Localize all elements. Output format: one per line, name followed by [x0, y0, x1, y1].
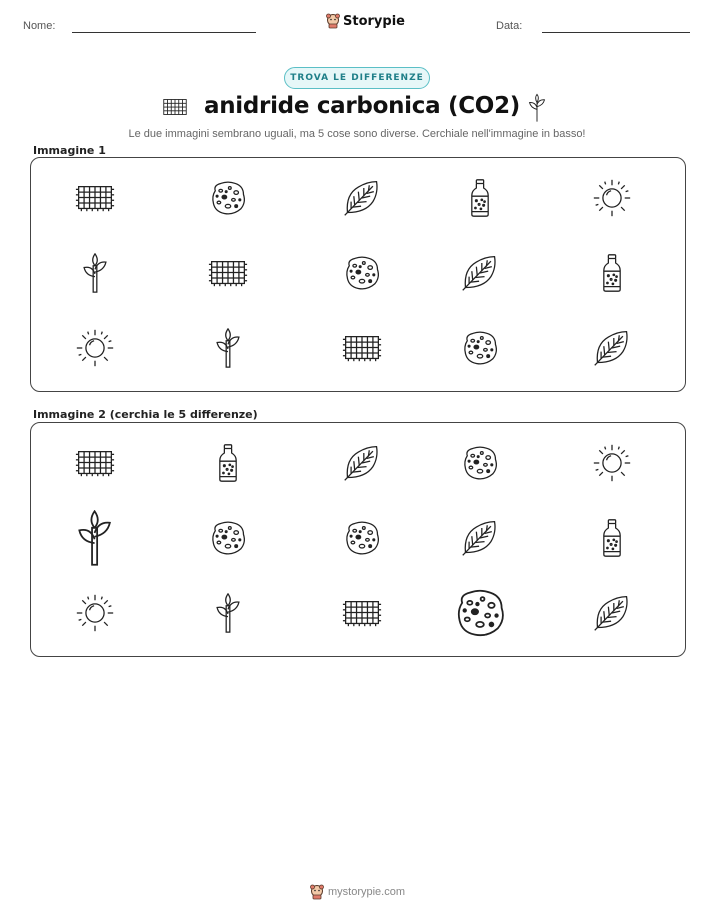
- grid-icon[interactable]: [332, 318, 392, 378]
- storypie-mascot-icon: [310, 884, 324, 900]
- date-line[interactable]: [542, 32, 690, 33]
- rock-icon[interactable]: [332, 243, 392, 303]
- sprout-icon[interactable]: [198, 583, 258, 643]
- image2-label: Immagine 2 (cerchia le 5 differenze): [33, 408, 258, 421]
- leaf-icon[interactable]: [332, 168, 392, 228]
- sprout-icon[interactable]: [198, 318, 258, 378]
- leaf-icon[interactable]: [450, 508, 510, 568]
- rock-icon[interactable]: [450, 433, 510, 493]
- grid-icon[interactable]: [65, 433, 125, 493]
- rock-icon[interactable]: [198, 508, 258, 568]
- grid-icon: [160, 97, 190, 117]
- grid-icon[interactable]: [198, 243, 258, 303]
- rock-icon[interactable]: [198, 168, 258, 228]
- sun-icon[interactable]: [65, 318, 125, 378]
- sprout-icon[interactable]: [65, 508, 125, 568]
- sun-icon[interactable]: [582, 168, 642, 228]
- brand-logo: [326, 13, 405, 29]
- bottle-icon[interactable]: [582, 243, 642, 303]
- instructions-text: Le due immagini sembrano uguali, ma 5 cose sono diverse. Cerchiale nell'immagine in basso!: [128, 128, 586, 140]
- date-label: Data:: [496, 20, 523, 32]
- sun-icon[interactable]: [65, 583, 125, 643]
- grid-icon[interactable]: [65, 168, 125, 228]
- brand-name: Storypie: [343, 13, 405, 29]
- footer-url: mystorypie.com: [328, 886, 406, 898]
- footer: [310, 884, 405, 900]
- rock-icon[interactable]: [450, 318, 510, 378]
- leaf-icon[interactable]: [450, 243, 510, 303]
- rock-icon[interactable]: [332, 508, 392, 568]
- sun-icon[interactable]: [582, 433, 642, 493]
- image1-label: Immagine 1: [33, 144, 106, 157]
- bottle-icon[interactable]: [450, 168, 510, 228]
- grid-icon[interactable]: [332, 583, 392, 643]
- rock-icon[interactable]: [450, 583, 510, 643]
- activity-badge: TROVA LE DIFFERENZE: [284, 67, 430, 89]
- sprout-icon[interactable]: [65, 243, 125, 303]
- storypie-mascot-icon: [326, 13, 340, 29]
- page-title: anidride carbonica (CO2): [204, 93, 520, 119]
- bottle-icon[interactable]: [198, 433, 258, 493]
- leaf-icon[interactable]: [582, 318, 642, 378]
- name-line[interactable]: [72, 32, 256, 33]
- title-row: [0, 93, 714, 123]
- sprout-icon: [526, 93, 548, 123]
- leaf-icon[interactable]: [332, 433, 392, 493]
- leaf-icon[interactable]: [582, 583, 642, 643]
- name-label: Nome:: [23, 20, 56, 32]
- bottle-icon[interactable]: [582, 508, 642, 568]
